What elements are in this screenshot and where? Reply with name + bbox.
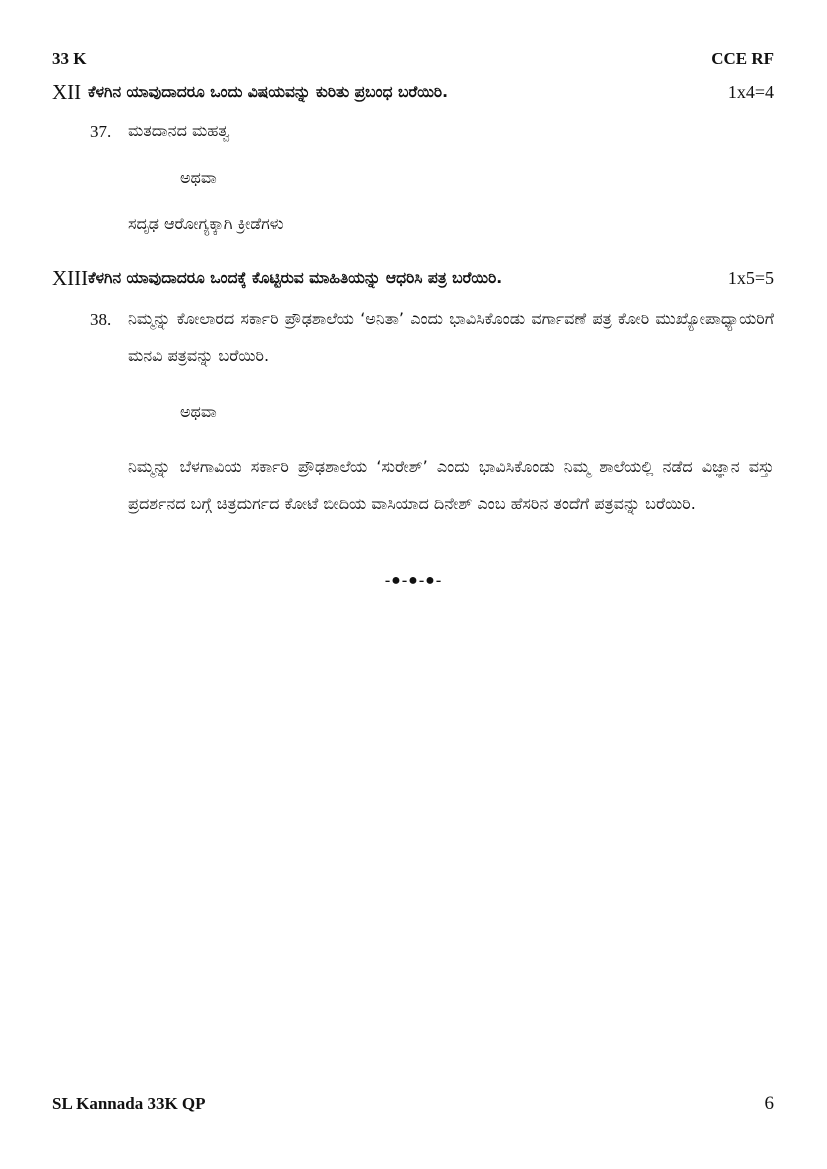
syllabus-code: CCE RF: [711, 49, 774, 68]
essay-option-1: ಮತದಾನದ ಮಹತ್ವ: [128, 121, 230, 140]
section-marks: 1x5=5: [727, 268, 774, 288]
section-number: XIII: [52, 266, 89, 290]
end-divider: -●-●-●-: [384, 572, 443, 589]
essay-option-2: ಸದೃಢ ಆರೋಗ್ಯಕ್ಕಾಗಿ ಕ್ರೀಡೆಗಳು: [128, 214, 284, 233]
section-instruction: ಕೆಳಗಿನ ಯಾವುದಾದರೂ ಒಂದಕ್ಕೆ ಕೊಟ್ಟಿರುವ ಮಾಹಿತಿಯನ್ನು ಆಧರಿಸಿ ಪತ್ರ ಬರೆಯಿರಿ.: [88, 269, 503, 287]
letter-option-2: ನಿಮ್ಮನ್ನು ಬೆಳಗಾವಿಯ ಸರ್ಕಾರಿ ಪ್ರೌಢಶಾಲೆಯ ‘ಸುರೇಶ್’ ಎಂದು ಭಾವಿಸಿಕೊಂಡು ನಿಮ್ಮ ಶಾಲೆಯಲ್ಲಿ ನಡೆದ ವಿಜ್ಞಾನ ವಸ್ತು ಪ್ರದರ್ಶನದ ಬಗ್ಗೆ ಚಿತ್ರದುರ್ಗದ ಕೋಟೆ ಬೀದಿಯ ವಾಸಿಯಾದ ದಿನೇಶ್ ಎಂಬ ಹೆಸರಿನ ತಂದೆಗೆ ಪತ್ರವನ್ನು ಬರೆಯಿರಿ.: [128, 457, 774, 513]
page-number: 6: [764, 1093, 774, 1114]
question-number: 38.: [90, 310, 112, 329]
letter-option-1: ನಿಮ್ಮನ್ನು ಕೋಲಾರದ ಸರ್ಕಾರಿ ಪ್ರೌಢಶಾಲೆಯ ‘ಅನಿತಾ’ ಎಂದು ಭಾವಿಸಿಕೊಂಡು ವರ್ಗಾವಣೆ ಪತ್ರ ಕೋರಿ ಮುಖ್ಯೋಪಾಧ್ಯಾಯರಿಗೆ ಮನವಿ ಪತ್ರವನ್ನು ಬರೆಯಿರಿ.: [128, 309, 774, 365]
question-number: 37.: [90, 122, 112, 141]
or-label: ಅಥವಾ: [180, 168, 217, 187]
section-number: XII: [52, 80, 82, 104]
section-instruction: ಕೆಳಗಿನ ಯಾವುದಾದರೂ ಒಂದು ವಿಷಯವನ್ನು ಕುರಿತು ಪ್ರಬಂಧ ಬರೆಯಿರಿ.: [88, 83, 448, 101]
footer-paper-title: SL Kannada 33K QP: [52, 1094, 206, 1113]
or-label: ಅಥವಾ: [180, 402, 217, 421]
paper-code: 33 K: [52, 49, 87, 68]
section-marks: 1x4=4: [727, 82, 774, 102]
